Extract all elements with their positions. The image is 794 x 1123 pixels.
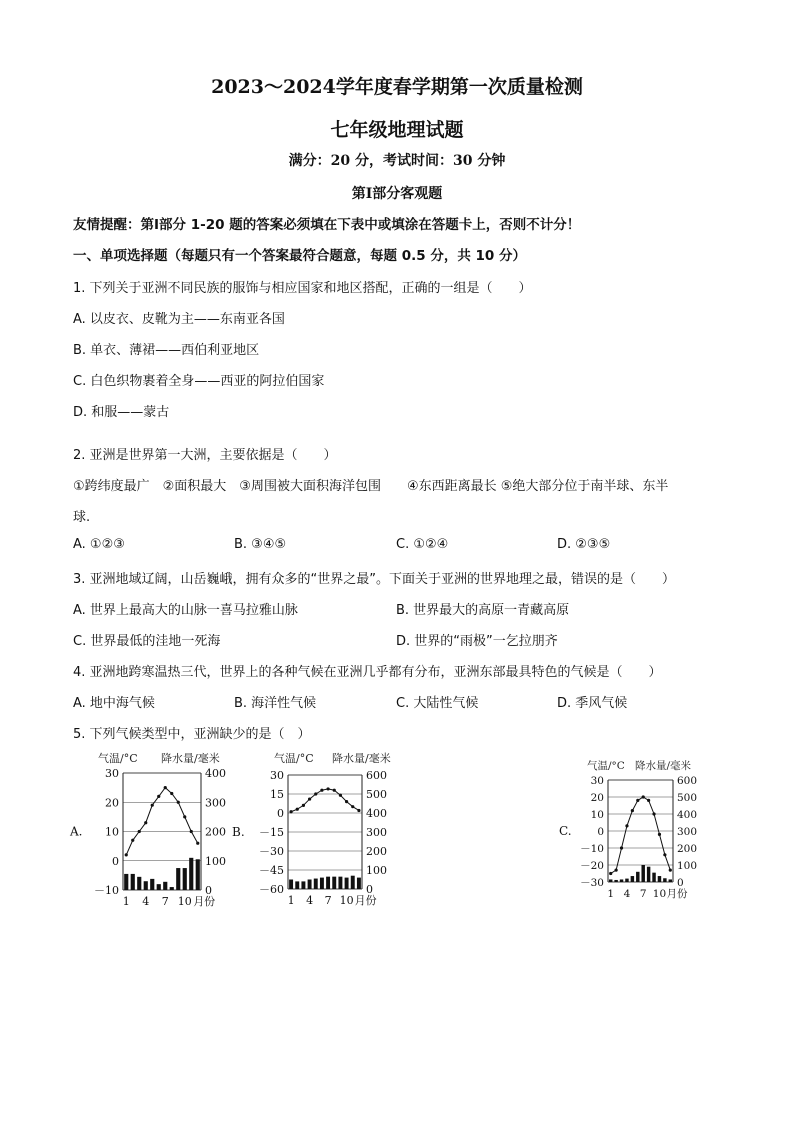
precipitation-bar <box>326 877 330 889</box>
precipitation-tick-label: 500 <box>366 788 387 801</box>
temperature-point <box>333 789 336 792</box>
temperature-point <box>663 853 666 856</box>
precipitation-bar <box>614 880 617 882</box>
exam-subtitle: 七年级地理试题 <box>330 119 464 141</box>
temperature-curve <box>126 788 198 855</box>
temperature-point <box>296 808 299 811</box>
temperature-point <box>658 833 661 836</box>
month-tick-label: 4 <box>623 888 631 900</box>
temperature-point <box>669 869 672 872</box>
temperature-point <box>157 795 160 798</box>
temperature-tick-label: 0 <box>597 826 604 838</box>
chart-option-label: A. <box>70 824 83 839</box>
temperature-curve <box>291 789 359 812</box>
temperature-tick-label: －30 <box>580 877 604 889</box>
temperature-point <box>144 821 147 824</box>
temperature-curve <box>611 797 671 874</box>
precipitation-tick-label: 100 <box>205 854 226 868</box>
temperature-point <box>631 809 634 812</box>
month-tick-label: 10 <box>177 895 192 908</box>
precipitation-bar <box>189 858 193 890</box>
precipitation-bar <box>636 872 639 882</box>
precipitation-tick-label: 0 <box>205 884 212 897</box>
q3-option-d: D. 世界的“雨极”一乞拉朋齐 <box>396 634 558 649</box>
temperature-point <box>131 839 134 842</box>
precipitation-bar <box>308 880 312 890</box>
month-tick-label: 10 <box>339 894 354 907</box>
precipitation-axis-title: 降水量/毫米 <box>161 752 220 765</box>
precipitation-tick-label: 400 <box>366 807 387 820</box>
q2-option-d: D. ②③⑤ <box>557 537 611 552</box>
q3-option-a: A. 世界上最高大的山脉一喜马拉雅山脉 <box>73 603 298 618</box>
temperature-point <box>609 872 612 875</box>
temperature-point <box>138 830 141 833</box>
temperature-point <box>636 799 639 802</box>
precipitation-bar <box>150 879 154 890</box>
precipitation-bar <box>345 878 349 889</box>
precipitation-tick-label: 400 <box>677 809 698 821</box>
precipitation-bar <box>332 877 336 889</box>
precipitation-bar <box>289 880 293 890</box>
month-tick-label: 1 <box>287 894 295 907</box>
precipitation-bar <box>641 865 644 882</box>
q3-option-b: B. 世界最大的高原一青藏高原 <box>396 603 570 618</box>
precipitation-tick-label: 300 <box>205 796 226 810</box>
temperature-tick-label: 20 <box>590 792 604 804</box>
precipitation-bar <box>609 879 612 882</box>
precipitation-tick-label: 600 <box>677 775 698 787</box>
precipitation-bar <box>351 876 355 889</box>
temperature-tick-label: －10 <box>580 843 604 855</box>
q4-option-d: D. 季风气候 <box>557 696 628 711</box>
temperature-point <box>326 787 329 790</box>
precipitation-tick-label: 500 <box>677 792 698 804</box>
temperature-point <box>320 789 323 792</box>
precipitation-bar <box>357 878 361 889</box>
precipitation-axis-title: 降水量/毫米 <box>332 752 391 765</box>
precipitation-bar <box>196 859 200 890</box>
month-tick-label: 4 <box>142 895 150 908</box>
temperature-axis-title: 气温/°C <box>274 752 314 765</box>
temperature-point <box>302 804 305 807</box>
precipitation-bar <box>157 884 161 890</box>
q4-option-c: C. 大陆性气候 <box>396 696 479 711</box>
temperature-tick-label: 30 <box>270 769 284 782</box>
question-3-stem: 3. 亚洲地域辽阔，山岳巍峨，拥有众多的“世界之最”。下面关于亚洲的世界地理之最，错误的是（ ） <box>73 572 676 587</box>
q2-option-c: C. ①②④ <box>396 537 449 552</box>
temperature-point <box>125 853 128 856</box>
precipitation-bar <box>124 874 128 890</box>
temperature-tick-label: 30 <box>590 775 604 787</box>
temperature-point <box>308 797 311 800</box>
month-axis-unit: 月份 <box>666 888 688 900</box>
month-tick-label: 4 <box>306 894 314 907</box>
precipitation-tick-label: 200 <box>366 845 387 858</box>
temperature-tick-label: －10 <box>94 884 119 897</box>
temperature-point <box>647 799 650 802</box>
q3-option-c: C. 世界最低的洼地一死海 <box>73 634 221 649</box>
exam-title: 2023～2024学年度春学期第一次质量检测 <box>211 76 583 98</box>
temperature-axis-title: 气温/°C <box>98 752 138 765</box>
temperature-tick-label: 0 <box>277 807 284 820</box>
q1-option-a: A. 以皮衣、皮靴为主——东南亚各国 <box>73 312 285 327</box>
precipitation-bar <box>620 879 623 882</box>
precipitation-bar <box>669 879 672 882</box>
temperature-point <box>170 792 173 795</box>
precipitation-tick-label: 600 <box>366 769 387 782</box>
question-1-stem: 1. 下列关于亚洲不同民族的服饰与相应国家和地区搭配，正确的一组是（ ） <box>73 281 532 296</box>
climate-chart-b <box>228 745 398 915</box>
precipitation-tick-label: 0 <box>677 877 684 889</box>
temperature-tick-label: 30 <box>105 767 119 780</box>
precipitation-bar <box>131 874 135 890</box>
precipitation-bar <box>647 867 650 882</box>
q1-option-b: B. 单衣、薄裙——西伯利亚地区 <box>73 343 260 358</box>
question-5-stem: 5. 下列气候类型中，亚洲缺少的是（ ） <box>73 727 311 742</box>
precipitation-bar <box>658 876 661 882</box>
precipitation-axis-title: 降水量/毫米 <box>635 760 692 772</box>
temperature-tick-label: －30 <box>259 845 284 858</box>
temperature-point <box>642 795 645 798</box>
temperature-tick-label: －20 <box>580 860 604 872</box>
q1-option-c: C. 白色织物裹着全身——西亚的阿拉伯国家 <box>73 374 325 389</box>
temperature-tick-label: －60 <box>259 883 284 896</box>
question-4-stem: 4. 亚洲地跨寒温热三代，世界上的各种气候在亚洲几乎都有分布，亚洲东部最具特色的气候是（ ） <box>73 665 662 680</box>
q4-option-a: A. 地中海气候 <box>73 696 155 711</box>
precipitation-tick-label: 200 <box>677 843 698 855</box>
temperature-point <box>190 830 193 833</box>
month-tick-label: 10 <box>652 888 667 900</box>
temperature-point <box>177 801 180 804</box>
month-tick-label: 7 <box>161 895 169 908</box>
temperature-point <box>351 805 354 808</box>
precipitation-bar <box>625 879 628 882</box>
precipitation-bar <box>631 876 634 882</box>
temperature-point <box>314 792 317 795</box>
temperature-tick-label: 20 <box>105 796 119 810</box>
precipitation-bar <box>176 868 180 890</box>
temperature-tick-label: 10 <box>590 809 604 821</box>
climate-chart-a <box>66 745 246 915</box>
q2-statements-line2: 球. <box>73 510 91 525</box>
part-title: 第Ⅰ部分客观题 <box>351 186 443 202</box>
chart-option-label: C. <box>559 824 572 838</box>
month-axis-unit: 月份 <box>193 895 216 908</box>
temperature-point <box>151 804 154 807</box>
month-tick-label: 1 <box>122 895 130 908</box>
precipitation-tick-label: 200 <box>205 825 226 839</box>
temperature-point <box>339 794 342 797</box>
climate-chart-c <box>555 755 715 905</box>
friendly-reminder: 友情提醒：第Ⅰ部分 1-20 题的答案必须填在下表中或填涂在答题卡上，否则不计分！ <box>73 217 581 233</box>
q2-statements-line1: ①跨纬度最广 ②面积最大 ③周围被大面积海洋包围 ④东西距离最长 ⑤绝大部分位于南半球、东半 <box>73 479 669 494</box>
precipitation-tick-label: 300 <box>366 826 387 839</box>
temperature-point <box>620 846 623 849</box>
q4-option-b: B. 海洋性气候 <box>234 696 317 711</box>
temperature-point <box>625 824 628 827</box>
temperature-tick-label: 15 <box>270 788 284 801</box>
precipitation-tick-label: 300 <box>677 826 698 838</box>
month-tick-label: 1 <box>607 888 615 900</box>
precipitation-bar <box>183 868 187 890</box>
precipitation-bar <box>137 877 141 890</box>
temperature-point <box>345 800 348 803</box>
q2-option-a: A. ①②③ <box>73 537 125 552</box>
precipitation-bar <box>663 878 666 882</box>
precipitation-bar <box>163 882 167 890</box>
temperature-point <box>357 809 360 812</box>
precipitation-bar <box>144 881 148 890</box>
precipitation-bar <box>338 877 342 889</box>
temperature-point <box>289 810 292 813</box>
precipitation-bar <box>295 881 299 889</box>
precipitation-tick-label: 100 <box>677 860 698 872</box>
temperature-axis-title: 气温/°C <box>587 760 625 772</box>
precipitation-bar <box>170 887 174 890</box>
precipitation-bar <box>320 878 324 889</box>
precipitation-tick-label: 0 <box>366 883 373 896</box>
temperature-tick-label: －15 <box>259 826 284 839</box>
precipitation-bar <box>314 879 318 889</box>
month-tick-label: 7 <box>639 888 647 900</box>
precipitation-bar <box>652 873 655 882</box>
chart-option-label: B. <box>232 825 245 839</box>
temperature-point <box>652 812 655 815</box>
q2-option-b: B. ③④⑤ <box>234 537 287 552</box>
precipitation-bar <box>301 881 305 889</box>
temperature-point <box>615 869 618 872</box>
score-time-line: 满分：20 分，考试时间：30 分钟 <box>288 153 506 169</box>
month-tick-label: 7 <box>324 894 332 907</box>
temperature-tick-label: 10 <box>105 825 119 839</box>
temperature-point <box>196 842 199 845</box>
temperature-point <box>164 786 167 789</box>
question-2-stem: 2. 亚洲是世界第一大洲，主要依据是（ ） <box>73 448 337 463</box>
q1-option-d: D. 和服——蒙古 <box>73 405 170 420</box>
month-axis-unit: 月份 <box>354 894 377 907</box>
precipitation-tick-label: 100 <box>366 864 387 877</box>
precipitation-tick-label: 400 <box>205 767 226 780</box>
temperature-tick-label: 0 <box>112 854 119 868</box>
temperature-point <box>183 815 186 818</box>
section-heading: 一、单项选择题（每题只有一个答案最符合题意，每题 0.5 分，共 10 分） <box>73 248 527 264</box>
temperature-tick-label: －45 <box>259 864 284 877</box>
